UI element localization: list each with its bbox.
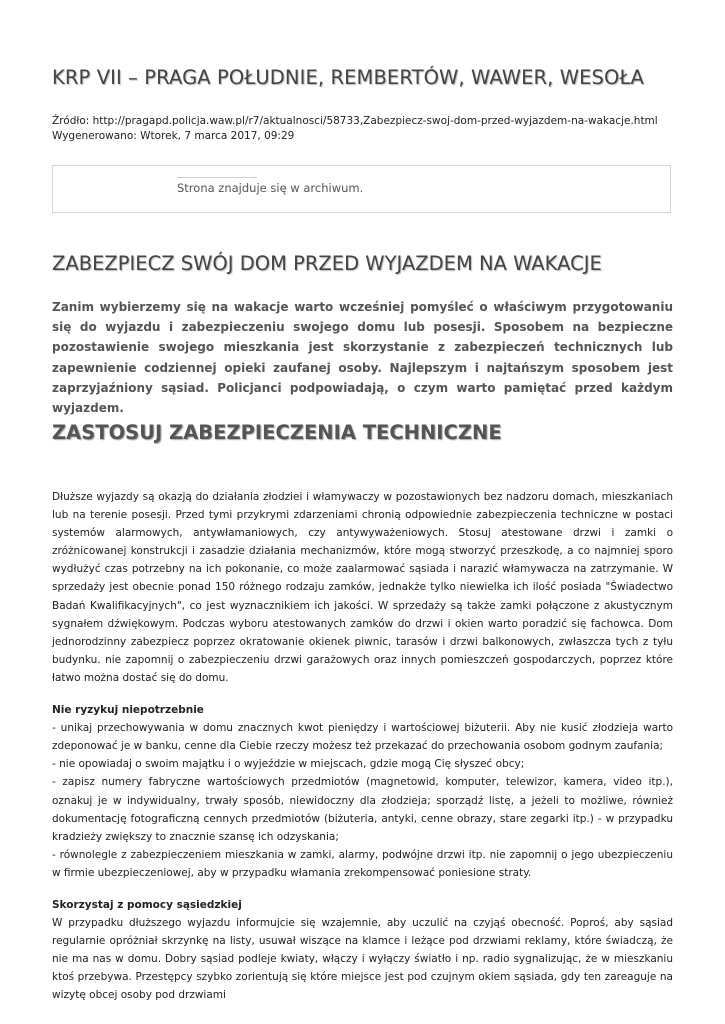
section-title: ZASTOSUJ ZABEZPIECZENIA TECHNICZNE [52,421,502,444]
article-title: ZABEZPIECZ SWÓJ DOM PRZED WYJAZDEM NA WAKACJE [52,252,602,275]
list-item: - równolegle z zabezpieczeniem mieszkania w zamki, alarmy, podwójne drzwi itp. nie zapomnij o jego ubezpieczeniu w firmie ubezpieczeniowej, aby w przypadku włamania zrekompensować poniesione straty. [52,848,673,879]
article-body [52,488,673,1005]
body-paragraph: Dłuższe wyjazdy są okazją do działania złodziei i włamywaczy w pozostawionych bez nadzoru domach, mieszkaniach lub na terenie posesji. Przed tymi przykrymi zdarzeniami chronią odpowiednie zabezpieczenia techniczne w postaci systemów alarmowych, antywłamaniowych, czy antywyważeniowych. Stosuj atestowane drzwi i zamki o zróżnicowanej konstrukcji i zasadzie działania mechanizmów, które mogą stworzyć przeszkodę, a co najmniej sporo wydłużyć czas potrzebny na ich pokonanie, co może zaalarmować sąsiada i narazić włamywacza na zatrzymanie. W sprzedaży jest obecnie ponad 150 różnego rodzaju zamków, jednakże tylko niewielka ich ilość posiada "Świadectwo Badań Kwalifikacyjnych", co jest wyznacznikiem ich jakości. W sprzedaży są także zamki połączone z akustycznym sygnałem dźwiękowym. Podczas wyboru atestowanych zamków do drzwi i okien warto poradzić się fachowca. Dom jednorodzinny zabezpiecz poprzez okratowanie okienek piwnic, tarasów i drzwi balkonowych, zwłaszcza tych z tyłu budynku. nie zapomnij o zabezpieczeniu drzwi garażowych oraz innych pomieszczeń gospodarczych, poprzez które łatwo można dostać się do domu. [52,491,673,684]
site-title: KRP VII – PRAGA POŁUDNIE, REMBERTÓW, WAWER, WESOŁA [52,66,644,89]
source-url: Źródło: http://pragapd.policja.waw.pl/r7/aktualnosci/58733,Zabezpiecz-swoj-dom-przed-wyjazdem-na-wakacje.html [52,115,658,127]
article-lead: Zanim wybierzemy się na wakacje warto wcześniej pomyśleć o właściwym przygotowaniu się do wyjazdu i zabezpieczeniu swojego domu lub posesji. Sposobem na bezpieczne pozostawienie swojego mieszkania jest skorzystanie z zabezpieczeń technicznych lub zapewnienie codziennej opieki zaufanej osoby. Najlepszym i najtańszym sposobem jest zaprzyjaźniony sąsiad. Policjanci podpowiadają, o czym warto pamiętać przed każdym wyjazdem. [52,300,673,416]
generated-date: Wygenerowano: Wtorek, 7 marca 2017, 09:29 [52,130,295,142]
subheading: Skorzystaj z pomocy sąsiedzkiej [52,898,242,911]
list-item: - unikaj przechowywania w domu znacznych kwot pieniędzy i wartościowej biżuterii. Aby nie kusić złodzieja warto zdeponować je w banku, cenne dla Ciebie rzeczy możesz też przekazać do przechowania osobom godnym zaufania; [52,722,673,753]
subheading: Nie ryzykuj niepotrzebnie [52,704,204,717]
list-item: - zapisz numery fabryczne wartościowych przedmiotów (magnetowid, komputer, telewizor, kamera, video itp.), oznakuj je w indywidualny, trwały sposób, niewidoczny dla złodzieja; sporządź listę, a jeżeli to możliwe, również dokumentację fotograficzną cennych przedmiotów (biżuteria, antyki, cenne obrazy, stare zegarki itp.) - w przypadku kradzieży zwiększy to znacznie szansę ich odzyskania; [52,776,673,843]
document-meta [52,114,658,144]
list-item: - nie opowiadaj o swoim majątku i o wyjeździe w miejscach, gdzie mogą Cię słyszeć obcy; [52,758,525,771]
body-paragraph: W przypadku dłuższego wyjazdu informujcie się wzajemnie, aby uczulić na czyjąś obecność. Poproś, aby sąsiad regularnie opróżniał skrzynkę na listy, usuwał wiszące na klamce i leżące pod drzwiami reklamy, które świadczą, że nie ma nas w domu. Dobry sąsiad podleje kwiaty, włączy i wyłączy światło i np. radio sygnalizując, że w mieszkaniu ktoś przebywa. Przestępcy szybko zorientują się które miejsce jest pod czujnym okiem sąsiada, gdy ten zareaguje na wizytę obcej osoby pod drzwiami [52,917,673,1002]
archive-divider [177,177,257,178]
archive-notice: Strona znajduje się w archiwum. [177,181,364,195]
archive-notice-box [52,165,671,213]
